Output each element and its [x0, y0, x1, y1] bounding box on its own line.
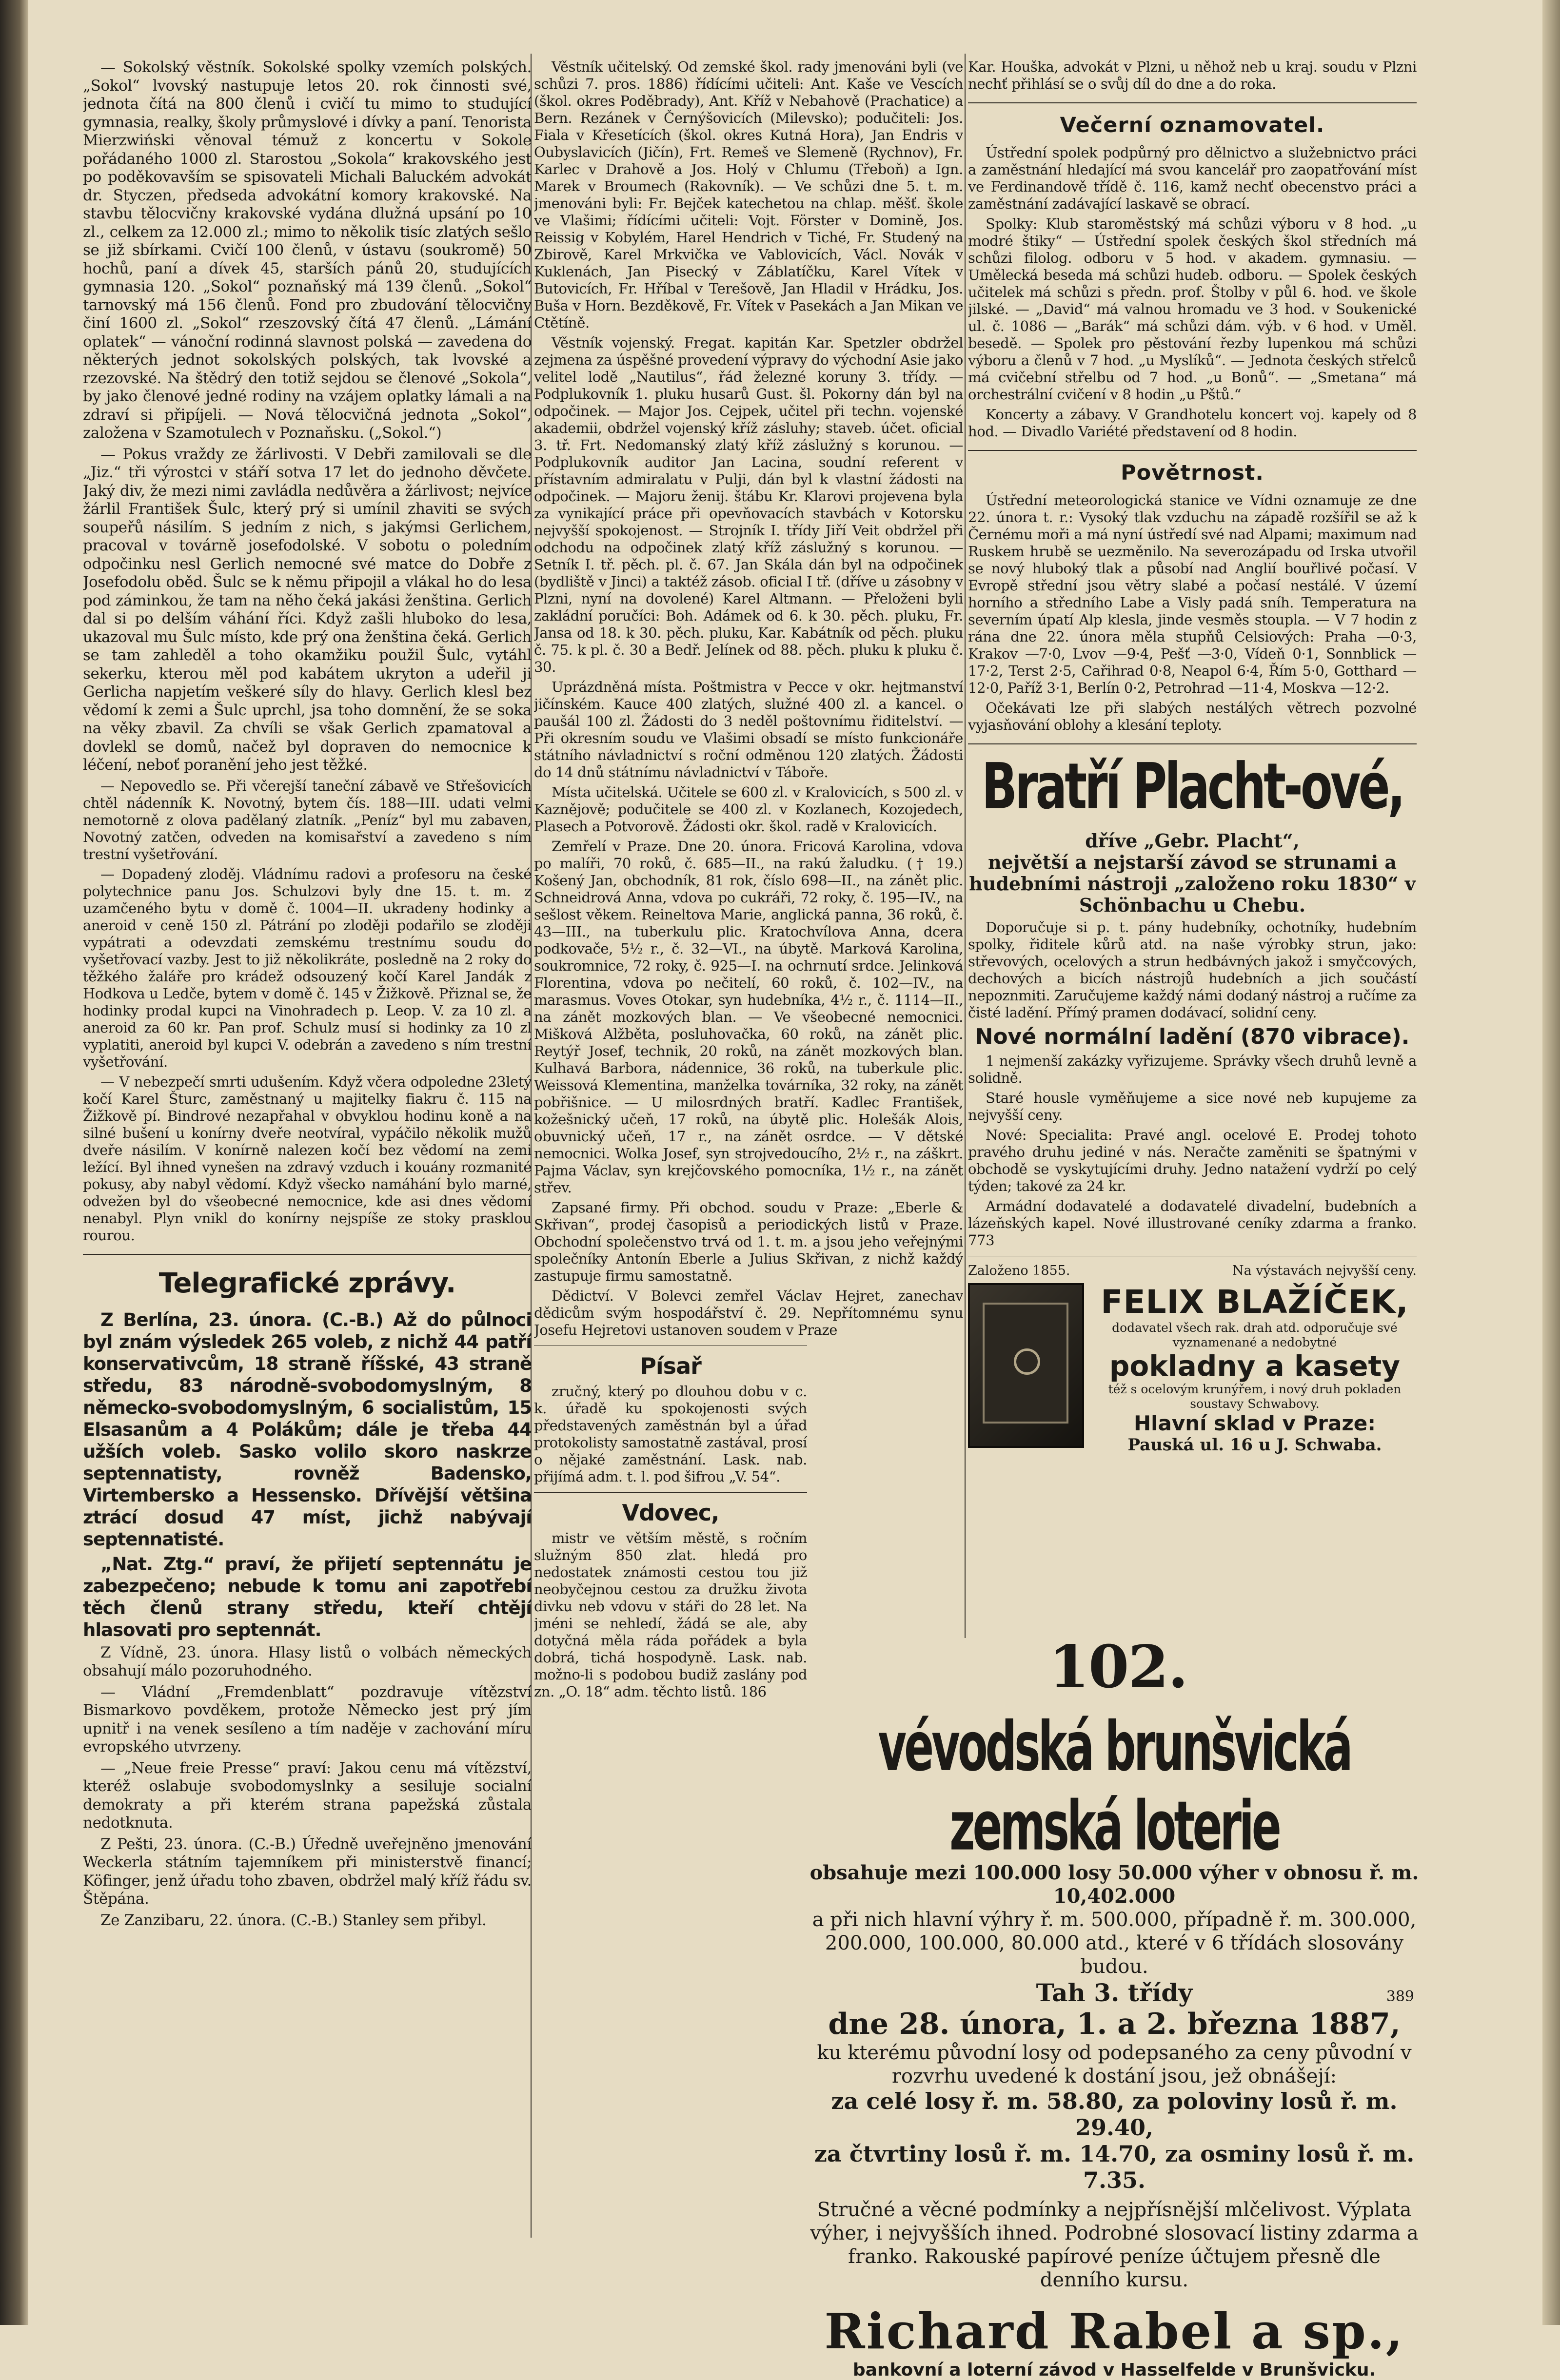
lottery-price2: za čtvrtiny losů ř. m. 14.70, za osminy losů ř. m. 7.35.	[814, 2141, 1415, 2193]
divider	[83, 1254, 532, 1255]
article-paragraph: Z Pešti, 23. února. (C.-B.) Úředně uveřejněno jmenování Weckerla státním tajemníkem při ministerstvě financí; Köfinger, jenž úřadu toho zbaven, obdržel malý kříž řádu sv. Štěpána.	[83, 1835, 532, 1908]
blazicek-address: Pauská ul. 16 u J. Schwaba.	[1127, 1435, 1382, 1455]
blazicek-established: Založeno 1855.	[968, 1263, 1070, 1278]
article-paragraph: Ústřední meteorologická stanice ve Vídni oznamuje ze dne 22. února t. r.: Vysoký tlak vzduchu na západě rozšířil se až k Černému moři a má nyní ústředí své nad Alpami; maximum nad Ruskem hrubě se uezměnilo. Na severozápadu od Irska utvořil se nový hluboký tlak a působí nad Anglií bouřlivé počasí. V Evropě střední jsou větry slabé a počasí nestálé. V území horního a středního Labe a Visly padá sníh. Temperatura na severním úpatí Alp klesla, jinde vesměs stoupla. — V 7 hodin z rána dne 22. února měla stupňů Celsiových: Praha —0·3, Krakov —7·0, Lvov —9·4, Pešť —3·0, Vídeň 0·1, Sonnblick —17·2, Terst 2·5, Cařihrad 0·8, Neapol 6·4, Řím 5·0, Gotthard —12·0, Paříž 3·1, Berlín 0·2, Petrohrad —11·4, Moskva —12·2.	[968, 492, 1417, 696]
placht-name: Bratří Placht-ové,	[982, 749, 1403, 823]
blazicek-name: FELIX BLAŽÍČEK,	[1101, 1283, 1409, 1321]
lottery-price1: za celé losy ř. m. 58.80, za poloviny losů ř. m. 29.40,	[831, 2088, 1398, 2141]
article-paragraph: Očekávati lze při slabých nestálých větrech pozvolné vyjasňování oblohy a klesání teploty.	[968, 700, 1417, 733]
weather-heading: Povětrnost.	[1121, 461, 1264, 485]
classified-text: mistr ve větším městě, s ročním služným 850 zlat. hledá pro nedostatek známosti cestou tou již neobyčejnou cestou za družku života divku neb vdovu v stáři do 28 let. Na jméni se nehledí, žádá se ale, aby dotyčná měla ráda pořádek a byla dobrá, tichá hospodyně. Lask. nab. možno-li s podobou budiž zaslány pod zn. „O. 18“ adm. těchto listů. 186	[534, 1530, 807, 1700]
article-paragraph: — Sokolský věstník. Sokolské spolky vzemích polských. „Sokol“ lvovský nastupuje letos 20. rok činnosti své, jednota čítá na 800 členů i cvičí tu mimo to studující gymnasia, realky, školy průmyslové i dívky a paní. Tenorista Mierzwiński věnoval témuž z koncertu v Sokole pořádaného 1000 zl. Starostou „Sokola“ krakovského jest po poděkovavším se spisovateli Michali Baluckém advokát dr. Styczen, předseda advokátní komory krakovské. Na stavbu tělocvičny krakovské vydána dlužná upsání po 10 zl., celkem za 12.000 zl.; mimo to několik tisíc zlatých sešlo se již sbírkami. Cvičí 100 členů, v ústavu (soukromě) 50 hochů, paní a dívek 45, starších pánů 20, studujících gymnasia 120. „Sokol“ poznaňský má 139 členů. „Sokol“ tarnovský má 156 členů. Fond pro zbudování tělocvičny činí 1600 zl. „Sokol“ rzeszovský čítá 47 členů. „Lámání oplatek“ — vánoční rodinná slavnost polská — zavedena do některých jednot sokolských polských, tak lvovské a rzezovské. Na štědrý den totiž sejdou se členové „Sokola“, by jako členové jedné rodiny na vzájem oplatky lámali a na zdraví si připíjeli. — Nová tělocvičná jednota „Sokol“, založena v Szamotulech v Poznaňsku. („Sokol.“)	[83, 59, 532, 442]
placht-text: Doporučuje si p. t. pány hudebníky, ochotníky, hudebním spolky, řiditele kůrů atd. na naše výrobky strun, jako: střevových, ocelových a strun hedbávných jakož i smyčcových, dechových a bicích nástrojů hudebních a jich součástí nepoznmiti. Zaručujeme každý námi dodaný nástroj a ručíme za čisté ladění. Přímý pramen dodávací, solidní ceny.	[968, 919, 1417, 1021]
article-paragraph: Zapsané firmy. Při obchod. soudu v Praze: „Eberle & Skřivan“, prodej časopisů a periodických listů v Praze. Obchodní společenstvo trvá od 1. t. m. a jsou jeho veřejnými společníky Antonín Eberle a Julius Skřivan, z nichž každý zastupuje firmu samostatně.	[534, 1199, 963, 1284]
column-1	[83, 59, 532, 2238]
page-edge	[1542, 0, 1560, 2325]
blazicek-awards: Na výstavách nejvyšší ceny.	[1232, 1263, 1417, 1278]
page-binding	[0, 0, 28, 2325]
article-paragraph: Místa učitelská. Učitele se 600 zl. v Kralovicích, s 500 zl. v Kaznějově; podučitele se 400 zl. v Kozlanech, Kozojedech, Plasech a Potvorově. Žádosti okr. škol. radě v Kralovicích.	[534, 784, 963, 835]
lottery-draw-class: Tah 3. třídy	[1036, 1978, 1193, 2007]
divider	[534, 1492, 807, 1493]
lottery-title: vévodská brunšvická zemská loterie	[878, 1707, 1351, 1866]
article-paragraph: — Nepovedlo se. Při včerejší taneční zábavě ve Střešovicích chtěl nádenník K. Novotný, bytem čís. 188—III. udati velmi nemotorně z olova padělaný zlatník. „Peníz“ byl mu zabaven, Novotný zatčen, odveden na komisařství a zavedeno s ním trestní vyšetřování.	[83, 777, 532, 862]
divider	[968, 102, 1417, 103]
divider	[968, 743, 1417, 744]
article-paragraph: — Vládní „Fremdenblatt“ pozdravuje vítězství Bismarkovo povděkem, protože Německo jest prý jím upnitř i na venek sesíleno a tím naděje v zachování míru evropského utvrzeny.	[83, 1683, 532, 1756]
article-paragraph: Zemřelí v Praze. Dne 20. února. Fricová Karolina, vdova po malíři, 70 roků, č. 685—II., na rakú žaludku. († 19.) Košený Jan, obchodník, 81 rok, číslo 698—II., na zánět plic. Schneidrová Anna, vdova po cukráři, 72 roky, č. 195—IV., na sešlost věkem. Reineltova Marie, anglická panna, 36 roků, č. 43—III., na tuberkulu plic. Kratochvílova Anna, dcera podkovače, 5½ r., č. 32—VI., na úbytě. Marková Karolina, soukromnice, 72 roky, č. 925—I. na ochrnutí srdce. Jelinková Florentina, vdova po nečitelí, 60 roků, č. 102—IV., na marasmus. Voves Otokar, syn hudebníka, 4½ r., č. 1114—II., na zánět mozkových blan. — Ve všeobecné nemocnici. Mišková Alžběta, posluhovačka, 60 roků, na zánět plic. Reytýř Josef, technik, 20 roků, na zánět mozkových blan. Kulhavá Barbora, nádennice, 36 roků, na tuberkule plic. Weissová Klementina, manželka továrníka, 32 roky, na zánět pobřišnice. — U milosrdných bratří. Kadlec František, kožešnický učeň, 17 roků, na úbytě plic. Holešák Alois, obuvnický učeň, 17 r., na zánět osrdce. — V dětské nemocnici. Wolka Josef, syn strojvedoucího, 2½ r., na záškrt. Pajma Václav, syn krejčovského pomocníka, 1½ r., na zánět střev.	[534, 838, 963, 1196]
lottery-line3: ku kterému původní losy od podepsaného za ceny původní v rozvrhu uvedené k dostání jsou, jež obnášejí:	[817, 2042, 1412, 2087]
placht-violins: Staré housle vyměňujeme a sice nové neb kupujeme za nejvyšší ceny.	[968, 1090, 1417, 1123]
safe-illustration	[968, 1283, 1084, 1448]
blazicek-ad	[968, 1263, 1417, 1455]
placht-desc: největší a nejstarší závod se strunami a hudebními nástroji „založeno roku 1830“ v Schönbachu u Chebu.	[969, 851, 1416, 916]
placht-ad	[968, 749, 1417, 1249]
article-paragraph: Ze Zanzibaru, 22. února. (C.-B.) Stanley sem přibyl.	[100, 1911, 487, 1929]
article-paragraph: Ústřední spolek podpůrný pro dělnictvo a služebnictvo práci a zaměstnání hledající má svou kancelář pro zaopatřování míst ve Ferdinandově třídě č. 116, kamž nechť obecenstvo práci a zaměstnání zadávající laskavě se obrací.	[968, 144, 1417, 212]
classified-text: zručný, který po dlouhou dobu v c. k. úřadě ku spokojenosti svých představených zaměstnán byl a úřad protokolisty samostatně zastával, prosí o nějaké zaměstnání. Lask. nab. přijímá adm. t. l. pod šifrou „V. 54“.	[534, 1383, 807, 1485]
blazicek-warehouse: Hlavní sklad v Praze:	[1133, 1411, 1376, 1435]
telegraph-items	[83, 1309, 532, 1930]
blazicek-product: pokladny a kasety	[1109, 1349, 1401, 1383]
placht-orders: 1 nejmenší zakázky vyřizujeme. Správky všech druhů levně a solidně.	[968, 1053, 1417, 1086]
lottery-line2: a při nich hlavní výhry ř. m. 500.000, případně ř. m. 300.000, 200.000, 100.000, 80.000 atd., které v 6 třídách slosovány budou.	[812, 1909, 1417, 1978]
lottery-date: dne 28. února, 1. a 2. března 1887,	[828, 2007, 1401, 2041]
article-paragraph: — Dopadený zloděj. Vládnímu radovi a profesoru na české polytechnice panu Jos. Schulzovi byly dne 15. t. m. z uzamčeného bytu v domě č. 1004—II. ukradeny hodinky a aneroid v ceně 150 zl. Pátrání po zloději podařilo se zloději vypátrati a odevzdati zemskému trestnímu soudu do vyšetřovací vazby. Jest to již několikráte, posledně na 2 roky do těžkého žaláře pro krádež odsouzený kočí Karel Jandák z Hodkova u Ledče, bytem v domě č. 145 v Žižkově. Přiznal se, že hodinky prodal kupci na Vinohradech p. Leop. V. za 10 zl. a aneroid za 60 kr. Pan prof. Schulz musí si hodinky za 10 zl vyplatiti, aneroid byl kupci V. odebrán a zavedeno s ním trestní vyšetřování.	[83, 865, 532, 1070]
evening-items	[968, 144, 1417, 440]
article-paragraph: Z Vídně, 23. února. Hlasy listů o volbách německých obsahují málo pozoruhodného.	[83, 1643, 532, 1679]
lottery-body	[810, 1706, 1419, 2380]
classified-heading: Vdovec,	[622, 1500, 719, 1526]
blazicek-sub2: též s ocelovým krunýřem, i nový druh pokladen soustavy Schwabovy.	[1108, 1382, 1402, 1411]
evening-heading: Večerní oznamovatel.	[1060, 113, 1325, 137]
news-items	[83, 59, 532, 1244]
telegraph-heading: Telegrafické zprávy.	[158, 1267, 456, 1299]
article-paragraph: Věstník učitelský. Od zemské škol. rady jmenováni byli (ve schůzi 7. pros. 1886) řídícími učiteli: Ant. Kaše ve Vescích (škol. okres Poděbrady), Ant. Kříž v Nebahově (Prachatice) a Bern. Rezánek v Černýšovicích (Milevsko); podučiteli: Jos. Fiala v Křesetících (škol. okres Kutná Hora), Jan Endris v Oubyslavicích (Jičín), Frt. Remeš ve Slemeně (Rychnov), Fr. Karlec v Drahově a Jos. Holý v Chlumu (Třeboň) a Ign. Marek v Broumech (Rakovník). — Ve schůzi dne 5. t. m. jmenováni byli: Fr. Bejček katechetou na chlap. měšť. škole ve Vlašimi; řídícími učiteli: Vojt. Förster v Domině, Jos. Reissig v Kobylém, Harel Hendrich v Tiché, Fr. Studený na Zbirově, Karel Mrkvička ve Vablovicích, Václ. Novák v Kuklenách, Jan Pisecký v Záblatíčku, Karel Vítek v Butovicích, Fr. Hříbal v Terešově, Jan Hladil v Hrádku, Jos. Buša v Horn. Bezděkově, Fr. Vítek v Pasekách a Jan Mikan ve Ctětíně.	[534, 59, 963, 331]
article-paragraph: — „Neue freie Presse“ praví: Jakou cenu má vítězství, kteréž oslabuje svobodomyslnky a sesiluje socialní demokraty a při kterém strana papežská zůstala nedotknuta.	[83, 1759, 532, 1832]
lottery-number: 102.	[1048, 1633, 1187, 1701]
lottery-code: 389	[1386, 1988, 1414, 2005]
lottery-line1: obsahuje mezi 100.000 losy 50.000 výher v obnosu ř. m. 10,402.000	[810, 1861, 1419, 1908]
blazicek-sub: dodavatel všech rak. drah atd. odporučuje své vyznamenané a nedobytné	[1112, 1321, 1398, 1349]
lottery-firm-sub: bankovní a loterní závod v Hasselfelde v Brunšvicku.	[852, 2360, 1376, 2380]
lottery-firm: Richard Rabel a sp.,	[824, 2302, 1404, 2360]
placht-supplier: Armádní dodavatelé a dodavatelé divadelní, budebních a lázeňských kapel. Nové illustrované ceníky zdarma a franko. 773	[968, 1198, 1417, 1249]
article-paragraph: Z Berlína, 23. února. (C.-B.) Až do půlnoci byl znám výsledek 265 voleb, z nichž 44 patří konservativcům, 18 straně říšské, 43 straně středu, 83 národně-svobodomyslným, 8 německo-svobodomyslným, 6 socialistům, 15 Elsasanům a 4 Polákům; dále je třeba 44 užších voleb. Sasko volilo skoro naskrze septennatisty, rovněž Badensko, Virtembersko a Hessensko. Dřívější většina ztrácí dosud 47 míst, jichž nabývají septennatisté.	[83, 1309, 532, 1550]
placht-special: Nové: Specialita: Pravé angl. ocelové E. Prodej tohoto pravého druhu jediné v nás. Neračte zaměniti se špatnými v obchodě se vyskytujícími druhy. Jedno natažení vydrží po celý týden; takové za 24 kr.	[968, 1127, 1417, 1194]
article-paragraph: Dědictví. V Bolevci zemřel Václav Hejret, zanechav dědicům svým hospodářství č. 29. Nepřítomnému synu Josefu Hejretovi ustanoven soudem v Praze	[534, 1288, 963, 1338]
divider	[968, 450, 1417, 451]
article-paragraph: — V nebezpečí smrti udušením. Když včera odpoledne 23letý kočí Karel Šturc, zaměstnaný u majitelky fiakru č. 115 na Žižkově pí. Bindrové nezapřahal v obvyklou hodinu koně a na silné bušení u konírny dveře neotvíral, vypáčilo několik mužů dveře násilím. V konírně nalezen kočí bez vědomí na zemi ležící. Byl ihned vynešen na zdravý vzduch i kouány rozmanité pokusy, aby nabyl vědomí. Když všecko namáhání bylo marné, odvežen byl do všeobecné nemocnice, kde asi dnes vědomí nenabyl. Plyn vnikl do konírny nejspíše ze stoky prasklou rourou.	[83, 1073, 532, 1244]
classified-ads	[534, 1346, 807, 1700]
notices	[534, 59, 963, 1339]
placht-tuning: Nové normální ladění (870 vibrace).	[975, 1024, 1410, 1049]
article-paragraph: Spolky: Klub staroměstský má schůzi výboru v 8 hod. „u modré štiky“ — Ústřední spolek českých škol středních má schůzi filolog. odboru v 5 hod. v akadem. gymnasiu. — Umělecká beseda má schůzi hudeb. odboru. — Spolek českých učitelek má schůzi s předn. prof. Štolby v půl 6. hod. ve škole jilské. — „David“ má valnou hromadu ve 3 hod. v Soukenické ul. č. 1086 — „Barák“ má schůzi dám. výb. v 6 hod. v Uměl. besedě. — Spolek pro pěstování řezby lupenkou má schůzi výboru a členů v 7 hod. „u Myslíků“. — Jednota českých střelců má cvičební střelbu od 7 hod. „u Bonů“. — „Smetana“ má orchestrální cvičení v 8 hodin „u Pštů.“	[968, 215, 1417, 403]
article-paragraph: Koncerty a zábavy. V Grandhotelu koncert voj. kapely od 8 hod. — Divadlo Variété představení od 8 hodin.	[968, 406, 1417, 440]
article-paragraph: Věstník vojenský. Fregat. kapitán Kar. Spetzler obdržel zejmena za úspěšné provedení výpravy do východní Asie jako velitel lodě „Nautilus“, řád železné koruny 3. třídy. — Podplukovník 1. pluku husarů Gust. šl. Pokorny dán byl na odpočinek. — Major Jos. Cejpek, učitel při techn. vojenské akademii, obdržel vojenský kříž zásluhy; staveb. účet. oficial 3. tř. Frt. Nedomanský zlatý kříž záslužný s korunou. — Podplukovník auditor Jan Lacina, soudní referent v přístavním admiralatu v Pulji, dán byl k vlastní žádosti na odpočinek. — Majoru ženij. štábu Kr. Klarovi projevena byla za vynikající práce při opevňovacích stavbách v Kotorsku nejvyšší spokojenost. — Strojník I. třídy Jiří Veit obdržel při odchodu na odpočinek zlatý kříž záslužný s korunou. — Setník I. tř. pěch. pl. č. 67. Jan Skála dán byl na odpočinek (bydliště v Jinci) a taktéž zásob. oficial I tř. (dříve u zásobny v Plzni, nyní na dovolené) Karel Altmann. — Přeloženi byli zakládní poručíci: Boh. Adámek od 6. k 30. pěch. pluku, Fr. Jansa od 18. k 30. pěch. pluku, Kar. Kabátník od pěch. pluku č. 75. k pl. č. 30 a Bedř. Jelínek od 88. pěch. pluku k pluku č. 30.	[534, 334, 963, 675]
article-paragraph: — Pokus vraždy ze žárlivosti. V Debři zamilovali se dle „Jiz.“ tři výrostci v stáří sotva 17 let do jednoho děvčete. Jaký div, že mezi nimi zavládla nedůvěra a žárlivost; nejvíce žárlil František Šulc, který prý si umínil zhaviti se svých soupeřů násilím. S jedním z nich, s jakýmsi Gerlichem, pracoval v továrně josefodolské. V sobotu o poledním odpočinku nesl Gerlich nemocné své matce do Dobře z Josefodolu oběd. Šulc se k němu připojil a vlákal ho do lesa pod záminkou, že tam na něho čeká jakási ženština. Gerlich dal si po delším váhání říci. Když zašli hluboko do lesa, ukazoval mu Šulc místo, kde prý ona ženština čeká. Gerlich se tam zahleděl a toho okamžiku použil Šulc, vytáhl sekerku, kterou měl pod kabátem ukryton a udeřil ji Gerlicha napjetím veškeré síly do hlavy. Gerlich klesl bez vědomí k zemi a Šulc uprchl, jsa toho domnění, že se soka na věky zbavil. Za chvíli se však Gerlich zpamatoval a dovlekl se domů, načež byl dopraven do nemocnice k léčení, neboť poranění jeho jest těžké.	[83, 445, 532, 774]
article-paragraph: „Nat. Ztg.“ praví, že přijetí septennátu je zabezpečeno; nebude k tomu ani zapotřebí těch členů strany středu, kteří chtějí hlasovati pro septennát.	[83, 1553, 532, 1640]
lottery-line4: Stručné a věcné podmínky a nejpřísnější mlčelivost. Výplata výher, i nejvyšších ihned. Podrobné slosovací listiny zdarma a franko. Rakouské papírové peníze účtujem přesně dle denního kursu.	[810, 2199, 1419, 2291]
article-paragraph: Uprázdněná místa. Poštmistra v Pecce v okr. hejtmanství jičínském. Kauce 400 zlatých, služné 400 zl. a kancel. o paušál 100 zl. Žádosti do 3 neděl poštovnímu řiditelství. — Při okresním soudu ve Vlašimi obsadí se místo funkcionáře státního návladnictví s roční odměnou 120 zlatých. Žádosti do 14 dnů státnímu návladnictví v Táboře.	[534, 679, 963, 780]
inheritance-continued: Kar. Houška, advokát v Plzni, u něhož neb u kraj. soudu v Plzni nechť přihlásí se o svůj díl do dne a do roka.	[968, 59, 1417, 92]
placht-former: dříve „Gebr. Placht“,	[1085, 830, 1300, 852]
classified-heading: Písař	[640, 1353, 701, 1379]
weather-items	[968, 492, 1417, 734]
